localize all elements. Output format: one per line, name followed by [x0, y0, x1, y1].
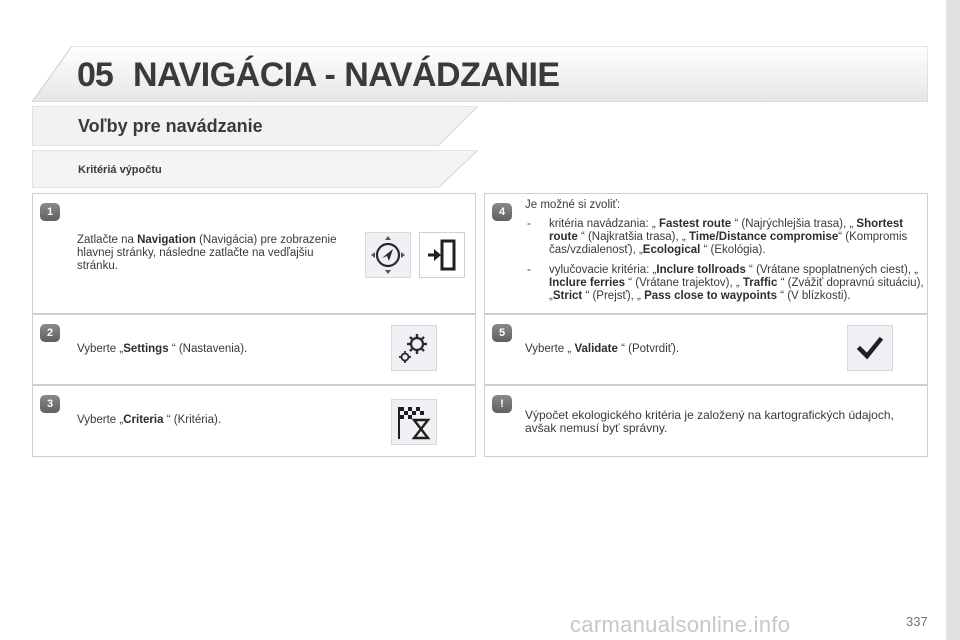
criteria-label: Criteria [123, 414, 164, 426]
subsection-band [32, 150, 478, 188]
step-badge: 3 [40, 395, 60, 413]
list-item: - vylučovacie kritéria: „Inclure tollroads “ (Vrátane spoplatnených ciest), „ Inclure ferries “ (Vrátane trajektov), „ Traffic “ (Zvážiť dopravnú situáciu), „Strict “ (Prejsť), „ Pass close to waypoints “ (V blízkosti). [525, 264, 925, 303]
section-title: Voľby pre navádzanie [78, 116, 263, 136]
page-edge-tab [946, 0, 960, 640]
checkmark-icon [855, 333, 885, 363]
validate-label: Validate [574, 343, 618, 355]
step-1-panel [32, 193, 476, 314]
navigation-button[interactable] [365, 232, 411, 278]
step-badge: 5 [492, 324, 512, 342]
validate-button[interactable] [847, 325, 893, 371]
footer-watermark: carmanualsonline.info [570, 612, 791, 637]
navigation-label: Navigation [137, 234, 196, 246]
step-5-text: Vyberte „ Validate “ (Potvrdiť). [525, 343, 680, 355]
step-badge: 2 [40, 324, 60, 342]
step-2-panel [32, 314, 476, 385]
step-2-text: Vyberte „Settings “ (Nastavenia). [77, 343, 248, 355]
page-switch-button[interactable] [419, 232, 465, 278]
step-3-panel [32, 385, 476, 457]
page-switch-icon [424, 237, 460, 273]
criteria-button[interactable] [391, 399, 437, 445]
criteria-list [525, 218, 925, 303]
chapter-banner [32, 46, 928, 102]
warning-badge: ! [492, 395, 512, 413]
chapter-title: NAVIGÁCIA - NAVÁDZANIE [133, 56, 560, 94]
step-5-panel [484, 314, 928, 385]
settings-gears-icon [394, 328, 434, 368]
list-item: - kritéria navádzania: „ Fastest route “ (Najrýchlejšia trasa), „ Shortest route “ (Najkratšia trasa), „ Time/Distance compromise“ (Kompromis čas/vzdialenosť), „Ecological “ (Ekológia). [525, 218, 925, 257]
step-1-text: Zatlačte na Navigation (Navigácia) pre zobrazenie hlavnej stránky, následne zatlačte na vedľajšiu stránku. [77, 234, 337, 272]
note-text: Výpočet ekologického kritéria je založený na kartografických údajoch, avšak nemusí byť správny. [525, 408, 894, 435]
settings-button[interactable] [391, 325, 437, 371]
navigation-compass-icon [367, 234, 409, 276]
step-badge: 1 [40, 203, 60, 221]
criteria-flag-hourglass-icon [394, 402, 434, 442]
step-badge: 4 [492, 203, 512, 221]
step-3-text: Vyberte „Criteria “ (Kritéria). [77, 414, 222, 426]
step-4-text [525, 199, 925, 310]
settings-label: Settings [123, 343, 169, 355]
step-4-panel [484, 193, 928, 314]
section-band [32, 106, 478, 146]
note-panel [484, 385, 928, 457]
chapter-number: 05 [77, 56, 113, 94]
subsection-title: Kritériá výpočtu [78, 164, 162, 176]
step-4-intro: Je možné si zvoliť: [525, 199, 621, 211]
page-number: 337 [906, 614, 928, 629]
